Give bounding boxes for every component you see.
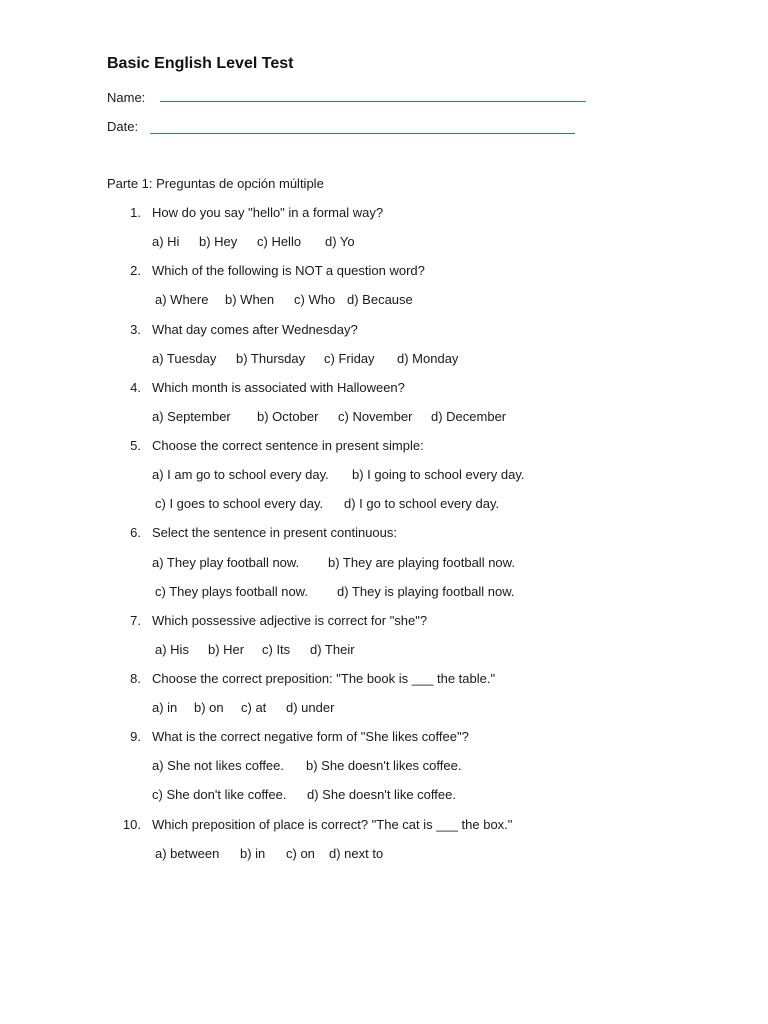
question-text: Choose the correct sentence in present simple: <box>152 438 424 453</box>
answer-option[interactable]: c) November <box>338 409 413 424</box>
answer-option[interactable]: c) Friday <box>324 351 375 366</box>
date-label: Date: <box>107 119 139 134</box>
answer-option[interactable]: a) between <box>155 846 220 861</box>
answer-option[interactable]: c) on <box>286 846 315 861</box>
answer-option[interactable]: c) Who <box>294 292 336 307</box>
question-number: 5. <box>130 438 141 453</box>
answer-option[interactable]: a) His <box>155 642 189 657</box>
answer-option[interactable]: d) Yo <box>325 234 355 249</box>
answer-option[interactable]: d) I go to school every day. <box>344 496 500 511</box>
answer-option[interactable]: a) in <box>152 700 178 715</box>
answer-option[interactable]: a) September <box>152 409 231 424</box>
answer-option[interactable]: d) December <box>431 409 507 424</box>
answer-option[interactable]: b) Hey <box>199 234 238 249</box>
answer-option[interactable]: b) October <box>257 409 319 424</box>
answer-option[interactable]: d) Monday <box>397 351 459 366</box>
answer-option[interactable]: b) I going to school every day. <box>352 467 525 482</box>
answer-option[interactable]: b) on <box>194 700 224 715</box>
answer-option[interactable]: d) Their <box>310 642 355 657</box>
answer-option[interactable]: d) under <box>286 700 335 715</box>
question-number: 3. <box>130 322 141 337</box>
name-label: Name: <box>107 90 146 105</box>
question-text: Select the sentence in present continuous: <box>152 525 397 540</box>
question-number: 7. <box>130 613 141 628</box>
question-number: 10. <box>122 817 141 832</box>
answer-option[interactable]: a) Tuesday <box>152 351 217 366</box>
answer-option[interactable]: c) Hello <box>257 234 302 249</box>
answer-option[interactable]: c) at <box>241 700 267 715</box>
answer-option[interactable]: a) She not likes coffee. <box>152 758 285 773</box>
answer-option[interactable]: d) Because <box>347 292 413 307</box>
name-field-line[interactable] <box>160 101 586 102</box>
answer-option[interactable]: d) She doesn't like coffee. <box>307 787 456 802</box>
date-field-line[interactable] <box>150 133 575 134</box>
answer-option[interactable]: c) Its <box>262 642 291 657</box>
answer-option[interactable]: b) in <box>240 846 266 861</box>
answer-option[interactable]: a) Hi <box>152 234 180 249</box>
answer-option[interactable]: b) Thursday <box>236 351 306 366</box>
section-title: Parte 1: Preguntas de opción múltiple <box>107 176 324 191</box>
question-number: 2. <box>130 263 141 278</box>
answer-option[interactable]: d) They is playing football now. <box>337 584 515 599</box>
answer-option[interactable]: b) They are playing football now. <box>328 555 515 570</box>
question-text: What is the correct negative form of "She likes coffee"? <box>152 729 469 744</box>
question-text: How do you say "hello" in a formal way? <box>152 205 384 220</box>
question-text: Choose the correct preposition: "The book is ___ the table." <box>152 671 496 686</box>
question-text: Which of the following is NOT a question word? <box>152 263 425 278</box>
question-number: 1. <box>130 205 141 220</box>
answer-option[interactable]: a) They play football now. <box>152 555 300 570</box>
answer-option[interactable]: c) She don't like coffee. <box>152 787 287 802</box>
answer-option[interactable]: d) next to <box>329 846 384 861</box>
question-text: Which month is associated with Halloween? <box>152 380 405 395</box>
question-text: Which preposition of place is correct? "The cat is ___ the box." <box>152 817 513 832</box>
answer-option[interactable]: b) She doesn't likes coffee. <box>306 758 462 773</box>
answer-option[interactable]: c) They plays football now. <box>155 584 308 599</box>
question-number: 6. <box>130 525 141 540</box>
question-text: Which possessive adjective is correct for "she"? <box>152 613 428 628</box>
answer-option[interactable]: b) When <box>225 292 275 307</box>
question-number: 4. <box>130 380 141 395</box>
question-number: 8. <box>130 671 141 686</box>
answer-option[interactable]: a) I am go to school every day. <box>152 467 329 482</box>
answer-option[interactable]: a) Where <box>155 292 209 307</box>
document-title: Basic English Level Test <box>107 55 294 72</box>
answer-option[interactable]: c) I goes to school every day. <box>155 496 324 511</box>
question-number: 9. <box>130 729 141 744</box>
question-text: What day comes after Wednesday? <box>152 322 358 337</box>
answer-option[interactable]: b) Her <box>208 642 245 657</box>
